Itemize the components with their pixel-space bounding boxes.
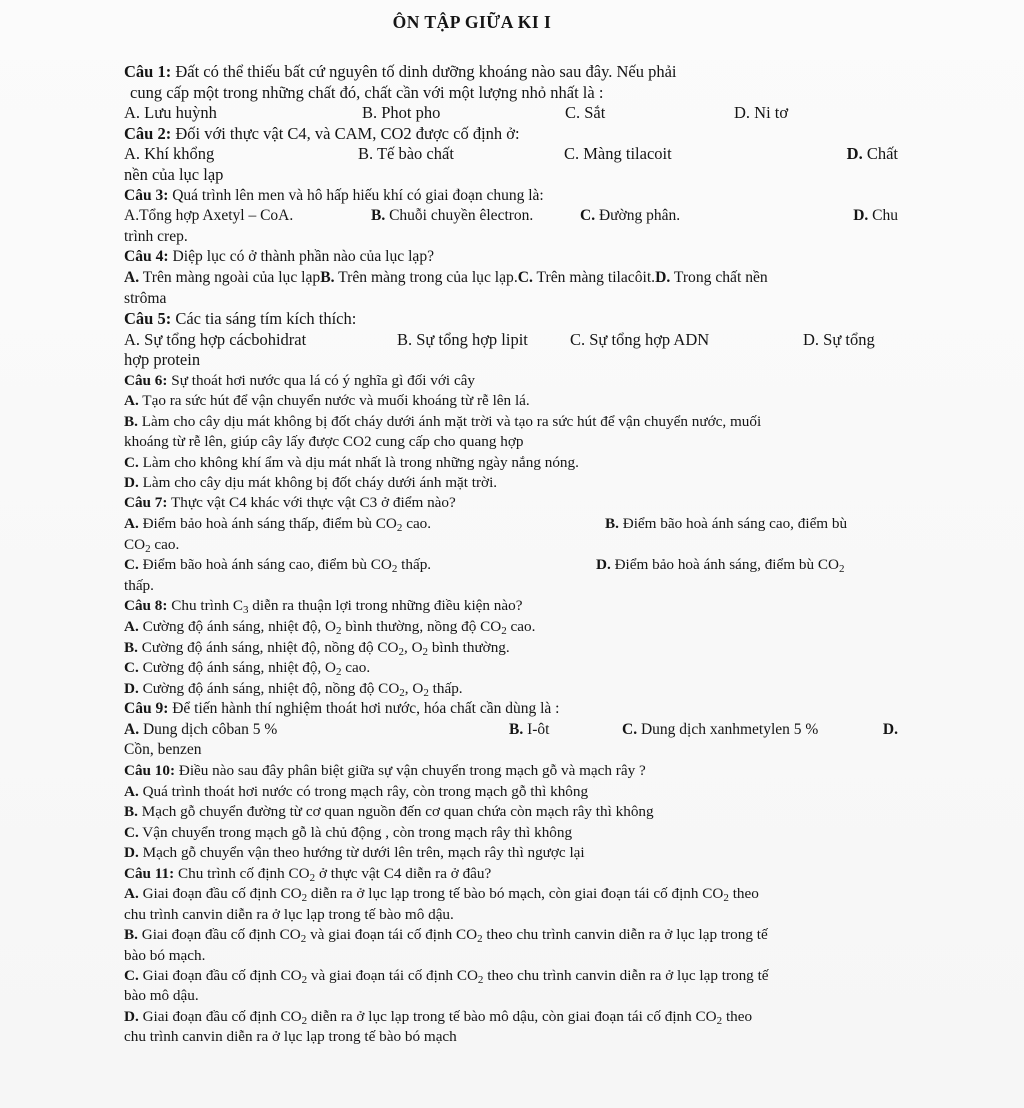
- option-text: cao.: [341, 659, 371, 677]
- option-text: và giai đoạn tái cố định CO: [307, 967, 478, 985]
- option-b: [509, 720, 549, 741]
- question-2-options: [124, 144, 902, 165]
- option-label: B.: [509, 720, 524, 738]
- option-text: Chuỗi chuyền êlectron.: [389, 207, 534, 225]
- question-label: Câu 1:: [124, 62, 172, 81]
- question-4-options: [124, 268, 902, 289]
- option-a: A. Khí khổng: [124, 144, 215, 164]
- option-a: A.Tổng hợp Axetyl – CoA.: [124, 207, 294, 225]
- subscript: 2: [477, 933, 483, 946]
- option-c: Trên màng tilacôit.: [536, 268, 656, 286]
- option-label: B.: [605, 514, 619, 532]
- option-c-cont: bào mô dậu.: [124, 987, 199, 1005]
- question-label: Câu 10:: [124, 762, 176, 780]
- option-text: bình thường.: [428, 638, 510, 656]
- question-text: cung cấp một trong những chất đó, chất cần với một lượng nhỏ nhất là :: [130, 82, 604, 102]
- option-b: Trên màng trong của lục lạp.: [338, 268, 518, 286]
- option-a: Trên màng ngoài của lục lạp: [142, 268, 321, 286]
- subscript: 2: [301, 1014, 308, 1027]
- page-title: [0, 12, 1024, 33]
- question-text: Quá trình lên men và hô hấp hiếu khí có giai đoạn chung là:: [172, 186, 544, 204]
- option-d: D. Ni tơ: [734, 103, 789, 123]
- subscript: 2: [336, 624, 342, 637]
- option-a: [124, 720, 277, 741]
- option-text: cao.: [150, 535, 180, 553]
- option-d: [124, 1007, 902, 1027]
- subscript: 2: [145, 542, 151, 555]
- option-label: C.: [124, 967, 139, 985]
- question-5-options: [124, 330, 902, 351]
- option-text: cao.: [402, 514, 432, 532]
- question-1-options: [124, 103, 902, 124]
- subscript: 2: [301, 974, 308, 987]
- question-8-stem: [124, 596, 902, 617]
- question-10: [124, 761, 902, 864]
- option-text: cao.: [506, 617, 536, 635]
- option-d-cont: strôma: [124, 289, 167, 307]
- option-a-cont: chu trình canvin diễn ra ở lục lạp trong tế bào mô dậu.: [124, 905, 454, 923]
- option-label: D.: [655, 268, 671, 286]
- option-a: [124, 514, 431, 535]
- subscript: 2: [501, 624, 507, 637]
- subscript: 2: [396, 521, 403, 534]
- question-3-stem: [124, 186, 902, 207]
- option-label: D.: [596, 556, 611, 574]
- option-label: D.: [853, 207, 869, 225]
- option-text: Giai đoạn đầu cố định CO: [142, 967, 302, 985]
- option-b-cont: [124, 535, 902, 556]
- question-2-stem: [124, 124, 902, 145]
- subscript: 2: [309, 872, 316, 885]
- question-9-stem: [124, 699, 902, 720]
- option-label: D.: [846, 144, 863, 164]
- question-10-stem: [124, 761, 902, 782]
- option-label: A.: [124, 268, 140, 286]
- option-c: [124, 555, 431, 576]
- option-text: theo chu trình canvin diễn ra ở lục lạp trong tế: [482, 926, 768, 944]
- option-c: C. Sự tổng hợp ADN: [570, 329, 710, 349]
- question-label: Câu 8:: [124, 597, 168, 615]
- option-text: Chu: [872, 207, 898, 225]
- option-a: [124, 617, 902, 638]
- option-c: [580, 206, 680, 227]
- option-d: [847, 144, 898, 165]
- option-d: [853, 206, 898, 227]
- question-text: diễn ra thuận lợi trong những điều kiện nào?: [248, 597, 523, 615]
- option-d-cont: thấp.: [124, 576, 154, 594]
- option-d-cont: hợp protein: [124, 350, 201, 370]
- option-label: B.: [124, 638, 138, 656]
- option-text: Đường phân.: [598, 207, 681, 225]
- option-c: C. Màng tilacoit: [564, 144, 672, 164]
- option-label: D.: [124, 1007, 139, 1025]
- option-text: Điểm bão hoà ánh sáng cao, điểm bù CO: [142, 556, 392, 574]
- subscript: 2: [477, 974, 484, 987]
- option-label: A.: [124, 782, 139, 800]
- option-label: B.: [124, 926, 138, 944]
- option-label: D.: [124, 473, 139, 491]
- option-label: D.: [124, 679, 139, 697]
- option-text: và giai đoạn tái cố định CO: [306, 926, 478, 944]
- option-b: [124, 802, 902, 823]
- option-text: Điểm bảo hoà ánh sáng thấp, điểm bù CO: [142, 514, 397, 532]
- question-label: Câu 11:: [124, 865, 175, 883]
- option-label: C.: [517, 268, 533, 286]
- question-5: [124, 309, 902, 371]
- question-text: Đối với thực vật C4, và CAM, CO2 được cố định ở:: [175, 123, 520, 143]
- question-6-stem: [124, 371, 902, 391]
- option-a: [124, 884, 902, 904]
- option-label: C.: [622, 720, 638, 738]
- option-text: Mạch gỗ chuyển vận theo hướng từ dưới lên trên, mạch rây thì ngược lại: [142, 844, 585, 862]
- subscript: 2: [300, 933, 307, 946]
- option-label: A.: [124, 514, 139, 532]
- question-1-stem-cont: [124, 83, 902, 104]
- option-text: Giai đoạn đầu cố định CO: [141, 926, 301, 944]
- option-text: Điểm bảo hoà ánh sáng, điểm bù CO: [614, 556, 839, 574]
- question-7-stem: [124, 493, 902, 514]
- option-a: [124, 391, 902, 411]
- option-text: I-ôt: [527, 720, 550, 738]
- option-b-cont: bào bó mạch.: [124, 946, 206, 964]
- option-text: Giai đoạn đầu cố định CO: [142, 1007, 302, 1025]
- option-label: B.: [320, 268, 335, 286]
- question-3-options: [124, 206, 902, 227]
- question-text: Thực vật C4 khác với thực vật C3 ở điểm nào?: [171, 494, 456, 512]
- option-label: C.: [124, 453, 139, 471]
- subscript: 3: [243, 604, 249, 617]
- question-3: [124, 186, 902, 248]
- question-9: [124, 699, 902, 761]
- option-label: A.: [124, 617, 139, 635]
- option-text: Mạch gỗ chuyển đường từ cơ quan nguồn đến cơ quan chứa còn mạch rây thì không: [141, 803, 654, 821]
- option-label: C.: [124, 823, 139, 841]
- subscript: 2: [391, 563, 398, 576]
- option-label: C.: [124, 556, 139, 574]
- question-5-stem: [124, 309, 902, 330]
- question-label: Câu 3:: [124, 186, 169, 204]
- option-label: A.: [124, 392, 139, 410]
- question-text: Sự thoát hơi nước qua lá có ý nghĩa gì đối với cây: [171, 371, 476, 389]
- option-text: Dung dịch xanhmetylen 5 %: [640, 720, 819, 738]
- option-text: CO: [124, 535, 146, 553]
- question-text: ở thực vật C4 diễn ra ở đâu?: [315, 865, 492, 883]
- subscript: 2: [399, 686, 405, 699]
- question-text: Diệp lục có ở thành phần nào của lục lạp?: [172, 248, 435, 266]
- option-text: Dung dịch côban 5 %: [142, 720, 278, 738]
- question-text: Đất có thể thiếu bất cứ nguyên tố dinh dưỡng khoáng nào sau đây. Nếu phải: [175, 62, 677, 81]
- question-text: Chu trình cố định CO: [178, 865, 310, 883]
- question-11-stem: [124, 864, 902, 884]
- option-b: [124, 412, 902, 432]
- option-b: B. Phot pho: [362, 103, 441, 123]
- option-text: thấp.: [428, 679, 463, 697]
- option-b: [124, 925, 902, 945]
- option-d-cont: chu trình canvin diễn ra ở lục lạp trong tế bào bó mạch: [124, 1028, 457, 1046]
- option-d: Trong chất nền: [673, 268, 768, 286]
- option-text: , O: [403, 638, 423, 656]
- option-text: Tạo ra sức hút để vận chuyển nước và muối khoáng từ rễ lên lá.: [142, 392, 530, 410]
- option-d: [124, 843, 902, 864]
- option-c: [124, 966, 902, 986]
- question-6: [124, 371, 902, 493]
- question-text: Chu trình C: [171, 597, 243, 615]
- option-a: A. Lưu huỳnh: [124, 103, 217, 123]
- question-label: Câu 9:: [124, 700, 169, 718]
- option-d: [596, 555, 844, 576]
- option-d: [883, 720, 898, 741]
- subscript: 2: [723, 892, 729, 905]
- option-text: Vận chuyển trong mạch gỗ là chủ động , còn trong mạch rây thì không: [142, 823, 573, 841]
- option-c: [124, 823, 902, 844]
- option-d-cont: nền của lục lạp: [124, 164, 224, 184]
- question-text: Các tia sáng tím kích thích:: [175, 309, 357, 329]
- option-b: [124, 638, 902, 659]
- question-7-options-cd: [124, 555, 902, 576]
- option-label: D.: [124, 844, 139, 862]
- subscript: 2: [301, 892, 308, 905]
- option-c: C. Sắt: [565, 103, 606, 123]
- subscript: 2: [398, 645, 404, 658]
- option-b: [605, 514, 847, 535]
- option-label: B.: [124, 412, 138, 430]
- question-11: [124, 864, 902, 1048]
- option-b: [371, 206, 533, 227]
- option-text: Làm cho không khí ẩm và dịu mát nhất là trong những ngày nắng nóng.: [142, 453, 579, 471]
- title-text: ÔN TẬP GIỮA KI I: [392, 12, 552, 32]
- option-text: Cường độ ánh sáng, nhiệt độ, O: [142, 617, 336, 635]
- option-text: Làm cho cây dịu mát không bị đốt cháy dưới ánh mặt trời.: [142, 473, 498, 491]
- option-b: B. Tế bào chất: [358, 144, 454, 164]
- question-label: Câu 2:: [124, 123, 172, 143]
- option-text: Chất: [866, 144, 898, 164]
- option-text: thấp.: [397, 556, 432, 574]
- subscript: 2: [423, 686, 429, 699]
- option-label: B.: [371, 207, 386, 225]
- question-label: Câu 6:: [124, 371, 168, 389]
- question-text: Để tiến hành thí nghiệm thoát hơi nước, hóa chất cần dùng là :: [172, 700, 560, 718]
- question-2: [124, 124, 902, 186]
- option-d-cont: Cồn, benzen: [124, 741, 202, 759]
- question-text: Điều nào sau đây phân biệt giữa sự vận chuyển trong mạch gỗ và mạch rây ?: [178, 762, 646, 780]
- option-a: A. Sự tổng hợp cácbohidrat: [124, 329, 307, 349]
- subscript: 2: [716, 1014, 723, 1027]
- option-label: D.: [882, 720, 898, 738]
- option-text: Giai đoạn đầu cố định CO: [142, 885, 302, 903]
- option-label: C.: [124, 659, 139, 677]
- question-label: Câu 7:: [124, 494, 168, 512]
- subscript: 2: [336, 666, 342, 679]
- option-a: [124, 782, 902, 803]
- question-4-stem: [124, 247, 902, 268]
- option-text: theo chu trình canvin diễn ra ở lục lạp trong tế: [483, 967, 769, 985]
- question-1: [124, 62, 902, 124]
- question-9-options: [124, 720, 902, 741]
- option-label: A.: [124, 720, 140, 738]
- option-text: , O: [404, 679, 424, 697]
- option-c: [124, 658, 902, 679]
- question-7: [124, 493, 902, 596]
- option-d: [124, 473, 902, 493]
- question-7-options-ab: [124, 514, 902, 535]
- question-8: [124, 596, 902, 699]
- option-text: Cường độ ánh sáng, nhiệt độ, nồng độ CO: [141, 638, 399, 656]
- option-text: Làm cho cây dịu mát không bị đốt cháy dưới ánh mặt trời và tạo ra sức hút để vận chuyển nước, muối: [141, 412, 762, 430]
- option-d: D. Sự tổng: [803, 329, 875, 349]
- subscript: 2: [422, 645, 429, 658]
- subscript: 2: [838, 563, 845, 576]
- option-b-cont: khoáng từ rễ lên, giúp cây lấy được CO2 cung cấp cho quang hợp: [124, 433, 524, 451]
- option-text: Quá trình thoát hơi nước có trong mạch rây, còn trong mạch gỗ thì không: [142, 782, 589, 800]
- option-text: Điểm bão hoà ánh sáng cao, điểm bù: [622, 514, 848, 532]
- option-d: [124, 679, 902, 700]
- question-4: [124, 247, 902, 309]
- option-text: theo: [728, 885, 759, 903]
- option-text: diễn ra ở lục lạp trong tế bào bó mạch, còn giai đoạn tái cố định CO: [307, 885, 724, 903]
- option-b: B. Sự tổng hợp lipit: [397, 329, 528, 349]
- option-label: B.: [124, 803, 138, 821]
- option-label: C.: [580, 207, 596, 225]
- option-label: A.: [124, 885, 139, 903]
- option-text: Cường độ ánh sáng, nhiệt độ, nồng độ CO: [142, 679, 400, 697]
- option-d-cont: trình crep.: [124, 227, 188, 245]
- option-text: theo: [722, 1007, 753, 1025]
- option-text: diễn ra ở lục lạp trong tế bào mô dậu, còn giai đoạn tái cố định CO: [307, 1007, 717, 1025]
- option-c: [124, 453, 902, 473]
- question-1-stem: [124, 62, 902, 83]
- option-text: bình thường, nồng độ CO: [341, 617, 502, 635]
- option-c: [622, 720, 818, 741]
- option-text: Cường độ ánh sáng, nhiệt độ, O: [142, 659, 336, 677]
- document-body: [124, 62, 902, 1048]
- question-label: Câu 4:: [124, 248, 169, 266]
- question-label: Câu 5:: [124, 309, 172, 329]
